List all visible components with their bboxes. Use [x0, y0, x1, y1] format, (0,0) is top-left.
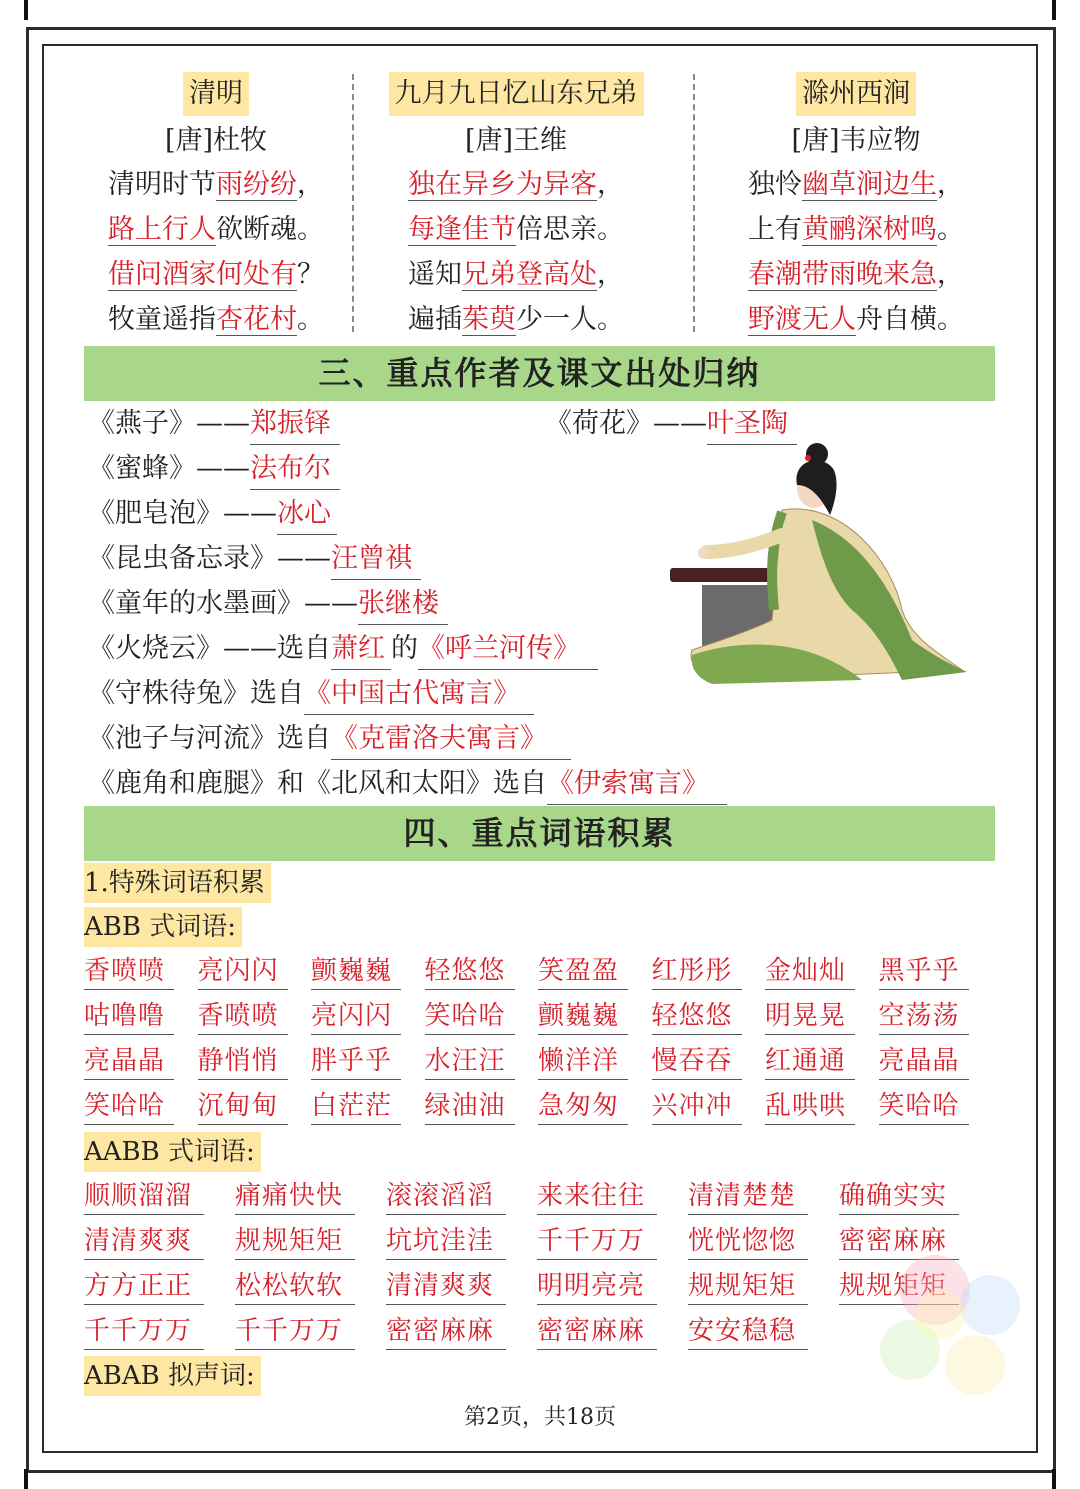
poem-line-text: 舟自横。 — [856, 304, 964, 335]
corner-mark — [24, 0, 28, 20]
poem-line — [66, 162, 366, 207]
abb-word: 空荡荡 — [879, 998, 969, 1035]
abb-word: 急匆匆 — [538, 1088, 628, 1125]
poem-line-text: 少一人。 — [516, 304, 624, 335]
source-title: 《火烧云》——选自 — [88, 633, 331, 664]
poem-line — [366, 297, 666, 342]
poem-line — [366, 252, 666, 297]
source-answer-blank: 汪曾祺 — [331, 539, 421, 580]
poem-line — [706, 252, 1006, 297]
poem-line-blank: 雨纷纷 — [216, 169, 297, 200]
poem-line-text: ， — [937, 169, 964, 200]
abb-word: 胖乎乎 — [311, 1043, 401, 1080]
aabb-word: 千千万万 — [235, 1313, 355, 1350]
aabb-word: 安安稳稳 — [688, 1313, 808, 1350]
abb-word: 红彤彤 — [652, 953, 742, 990]
aabb-word: 明明亮亮 — [537, 1268, 657, 1305]
abb-word: 轻悠悠 — [425, 953, 515, 990]
aabb-word: 坑坑洼洼 — [386, 1223, 506, 1260]
page-footer: 第2页，共18页 — [464, 1405, 616, 1430]
poem-line-text: ， — [597, 169, 624, 200]
poem-divider — [352, 74, 354, 332]
poem-line-blank: 黄鹂深树鸣 — [802, 214, 937, 245]
source-answer-blank: 叶圣陶 — [707, 404, 797, 445]
aabb-word: 密密麻麻 — [537, 1313, 657, 1350]
abb-word: 亮闪闪 — [311, 998, 401, 1035]
poem-title: 滁州西涧 — [796, 72, 916, 116]
aabb-word: 密密麻麻 — [386, 1313, 506, 1350]
source-text: 的 — [391, 633, 418, 664]
source-title: 《守株待兔》选自 — [88, 678, 304, 709]
aabb-word: 方方正正 — [84, 1268, 204, 1305]
source-entry — [88, 629, 598, 670]
aabb-word: 痛痛快快 — [235, 1178, 355, 1215]
poem-line — [706, 297, 1006, 342]
source-title: 《燕子》—— — [88, 408, 250, 439]
poem-line-text: 牧童遥指 — [108, 304, 216, 335]
poem-line — [66, 207, 366, 252]
source-title: 《昆虫备忘录》—— — [88, 543, 331, 574]
abb-word: 颤巍巍 — [311, 953, 401, 990]
abb-word: 沉甸甸 — [198, 1088, 288, 1125]
abb-word: 白茫茫 — [311, 1088, 401, 1125]
guqin-player-illustration — [662, 440, 972, 690]
section-heading-authors: 三、重点作者及课文出处归纳 — [84, 346, 995, 401]
poem-title: 清明 — [183, 72, 249, 116]
source-title: 《蜜蜂》—— — [88, 453, 250, 484]
corner-mark — [1052, 1469, 1056, 1489]
aabb-word: 恍恍惚惚 — [688, 1223, 808, 1260]
abb-word: 慢吞吞 — [652, 1043, 742, 1080]
source-entry — [88, 494, 337, 535]
label-aabb-words: AABB 式词语: — [84, 1132, 261, 1172]
label-abb-words: ABB 式词语: — [84, 907, 242, 947]
abb-word: 咕噜噜 — [84, 998, 174, 1035]
corner-mark — [1052, 0, 1056, 20]
aabb-word: 规规矩矩 — [688, 1268, 808, 1305]
abb-word: 亮晶晶 — [84, 1043, 174, 1080]
label-abab-words: ABAB 拟声词: — [84, 1356, 261, 1396]
source-entry — [88, 719, 571, 760]
abb-word: 香喷喷 — [84, 953, 174, 990]
source-entry — [88, 584, 448, 625]
source-book-blank: 《呼兰河传》 — [418, 629, 598, 670]
abb-word: 笑哈哈 — [879, 1088, 969, 1125]
poem-line-blank: 借问酒家何处有 — [108, 259, 297, 290]
poem-line-text: 欲断魂。 — [216, 214, 324, 245]
abb-word: 懒洋洋 — [538, 1043, 628, 1080]
poem-line — [706, 162, 1006, 207]
source-answer-blank: 《中国古代寓言》 — [304, 674, 534, 715]
abb-word: 亮晶晶 — [879, 1043, 969, 1080]
aabb-word: 清清爽爽 — [386, 1268, 506, 1305]
aabb-word: 千千万万 — [537, 1223, 657, 1260]
poem-card — [706, 72, 1006, 342]
source-title: 《肥皂泡》—— — [88, 498, 277, 529]
poem-author: [唐]杜牧 — [164, 125, 268, 156]
abb-word: 笑盈盈 — [538, 953, 628, 990]
aabb-word: 规规矩矩 — [235, 1223, 355, 1260]
poem-line-text: ， — [597, 259, 624, 290]
poem-line-blank: 兄弟登高处 — [462, 259, 597, 290]
source-entry — [88, 764, 727, 805]
label-special-words: 1.特殊词语积累 — [84, 863, 271, 903]
abb-word: 颤巍巍 — [538, 998, 628, 1035]
abb-word: 红通通 — [765, 1043, 855, 1080]
abb-word: 静悄悄 — [198, 1043, 288, 1080]
source-title: 《鹿角和鹿腿》和《北风和太阳》选自 — [88, 768, 547, 799]
abb-word: 金灿灿 — [765, 953, 855, 990]
abb-word: 笑哈哈 — [425, 998, 515, 1035]
poem-line — [66, 297, 366, 342]
aabb-word: 清清爽爽 — [84, 1223, 204, 1260]
poem-line — [366, 162, 666, 207]
source-title: 《池子与河流》选自 — [88, 723, 331, 754]
abb-word: 明晃晃 — [765, 998, 855, 1035]
source-answer-blank: 法布尔 — [250, 449, 340, 490]
poem-line-blank: 茱萸 — [462, 304, 516, 335]
source-entry — [545, 404, 797, 445]
source-title: 《荷花》—— — [545, 408, 707, 439]
poem-author: [唐]王维 — [464, 125, 568, 156]
source-answer-blank: 郑振铎 — [250, 404, 340, 445]
poem-card — [366, 72, 666, 342]
poem-title: 九月九日忆山东兄弟 — [389, 72, 644, 116]
source-entry — [88, 404, 340, 445]
poem-author: [唐]韦应物 — [791, 125, 921, 156]
poem-line — [366, 207, 666, 252]
aabb-word: 规规矩矩 — [839, 1268, 959, 1305]
poem-line-blank: 路上行人 — [108, 214, 216, 245]
poem-line-text: 。 — [297, 304, 324, 335]
poem-line-blank: 幽草涧边生 — [802, 169, 937, 200]
poem-divider — [693, 74, 695, 332]
source-answer-blank: 冰心 — [277, 494, 337, 535]
abb-word: 绿油油 — [425, 1088, 515, 1125]
abb-word: 黑乎乎 — [879, 953, 969, 990]
source-author-blank: 萧红 — [331, 629, 391, 670]
aabb-word: 密密麻麻 — [839, 1223, 959, 1260]
aabb-word: 来来往往 — [537, 1178, 657, 1215]
aabb-word: 确确实实 — [839, 1178, 959, 1215]
abb-word: 乱哄哄 — [765, 1088, 855, 1125]
abb-word: 水汪汪 — [425, 1043, 515, 1080]
aabb-word: 顺顺溜溜 — [84, 1178, 204, 1215]
source-answer-blank: 《克雷洛夫寓言》 — [331, 719, 571, 760]
poem-line-text: 遍插 — [408, 304, 462, 335]
aabb-word: 千千万万 — [84, 1313, 204, 1350]
poem-line — [66, 252, 366, 297]
poem-card — [66, 72, 366, 342]
source-entry — [88, 674, 534, 715]
poem-line-blank: 独在异乡为异客 — [408, 169, 597, 200]
abb-word: 香喷喷 — [198, 998, 288, 1035]
source-entry — [88, 539, 421, 580]
poem-line-blank: 春潮带雨晚来急 — [748, 259, 937, 290]
source-entry — [88, 449, 340, 490]
aabb-word: 滚滚滔滔 — [386, 1178, 506, 1215]
source-answer-blank: 张继楼 — [358, 584, 448, 625]
abb-word: 兴冲冲 — [652, 1088, 742, 1125]
poem-line-text: 倍思亲。 — [516, 214, 624, 245]
poem-line-text: ， — [297, 169, 324, 200]
abb-word: 笑哈哈 — [84, 1088, 174, 1125]
source-answer-blank: 《伊索寓言》 — [547, 764, 727, 805]
poem-line-text: ？ — [297, 259, 324, 290]
section-heading-vocabulary: 四、重点词语积累 — [84, 806, 995, 861]
poem-line — [706, 207, 1006, 252]
poem-line-text: ， — [937, 259, 964, 290]
abb-word: 轻悠悠 — [652, 998, 742, 1035]
poem-line-text: 上有 — [748, 214, 802, 245]
poem-line-text: 清明时节 — [108, 169, 216, 200]
corner-mark — [24, 1469, 28, 1489]
poem-line-text: 独怜 — [748, 169, 802, 200]
aabb-word: 松松软软 — [235, 1268, 355, 1305]
abb-word: 亮闪闪 — [198, 953, 288, 990]
source-title: 《童年的水墨画》—— — [88, 588, 358, 619]
poem-line-text: 。 — [937, 214, 964, 245]
poem-line-blank: 野渡无人 — [748, 304, 856, 335]
poem-line-text: 遥知 — [408, 259, 462, 290]
poem-line-blank: 杏花村 — [216, 304, 297, 335]
poem-line-blank: 每逢佳节 — [408, 214, 516, 245]
aabb-word: 清清楚楚 — [688, 1178, 808, 1215]
